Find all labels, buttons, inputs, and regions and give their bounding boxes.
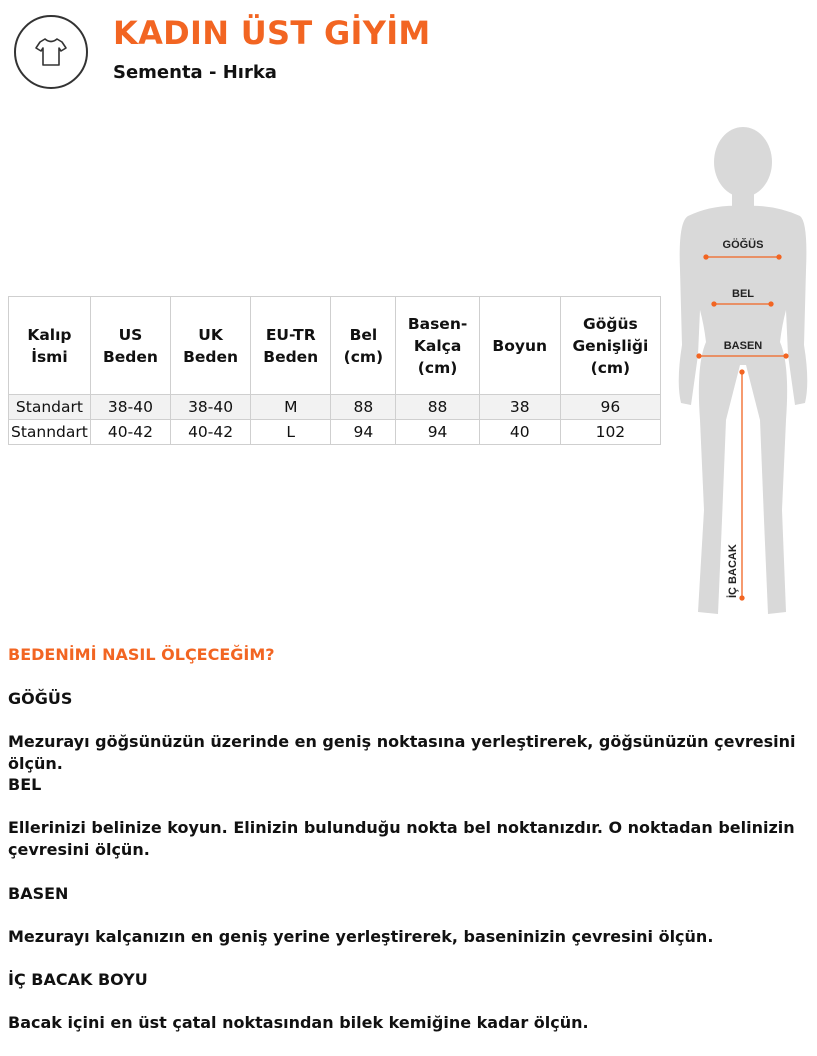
hip-section-text: Mezurayı kalçanızın en geniş yerine yerleştirerek, baseninizin çevresini ölçün. (8, 927, 714, 946)
inseam-section-text: Bacak içini en üst çatal noktasından bilek kemiğine kadar ölçün. (8, 1013, 589, 1032)
table-cell: 40-42 (90, 420, 170, 445)
chest-section-text: Mezurayı göğsünüzün üzerinde en geniş noktasına yerleştirerek, göğsünüzün çevresini ölçün. (8, 732, 796, 773)
table-header-row (9, 297, 661, 395)
table-row (9, 395, 661, 420)
table-cell: Standart (9, 395, 91, 420)
header-cell-hip: Basen- Kalça (cm) (396, 297, 479, 395)
table-cell: 88 (396, 395, 479, 420)
how-to-measure-title: BEDENİMİ NASIL ÖLÇECEĞİM? (8, 645, 275, 664)
header-cell-neck: Boyun (479, 297, 560, 395)
table-cell: L (251, 420, 331, 445)
waist-label: BEL (732, 288, 754, 300)
table-cell: 38-40 (90, 395, 170, 420)
table-cell: M (251, 395, 331, 420)
table-cell: 96 (560, 395, 660, 420)
header-cell-uk: UK Beden (171, 297, 251, 395)
table-cell: 40-42 (171, 420, 251, 445)
table-cell: 88 (331, 395, 396, 420)
chest-section-title: GÖĞÜS (8, 689, 73, 708)
table-cell: Stanndart (9, 420, 91, 445)
inseam-label: İÇ BACAK (727, 544, 739, 598)
table-cell: 102 (560, 420, 660, 445)
waist-section-text: Ellerinizi belinize koyun. Elinizin bulunduğu nokta bel noktanızdır. O noktadan belinizin çevresini ölçün. (8, 818, 795, 859)
product-name: Sementa - Hırka (113, 62, 277, 83)
size-table (8, 296, 661, 445)
hip-section-title: BASEN (8, 884, 69, 903)
table-cell: 94 (331, 420, 396, 445)
hip-label: BASEN (723, 340, 763, 352)
table-row (9, 420, 661, 445)
header-cell-waist: Bel (cm) (331, 297, 396, 395)
table-cell: 40 (479, 420, 560, 445)
table-cell: 94 (396, 420, 479, 445)
chest-label: GÖĞÜS (722, 239, 764, 251)
category-title: KADIN ÜST GİYİM (113, 14, 431, 52)
table-cell: 38-40 (171, 395, 251, 420)
body-measurement-figure (668, 120, 817, 620)
table-cell: 38 (479, 395, 560, 420)
header-cell-us: US Beden (90, 297, 170, 395)
header-cell-fit: Kalıp İsmi (9, 297, 91, 395)
header-cell-chest-width: Göğüs Genişliği (cm) (560, 297, 660, 395)
inseam-section-title: İÇ BACAK BOYU (8, 970, 148, 989)
waist-section-title: BEL (8, 775, 42, 794)
header-cell-eu-tr: EU-TR Beden (251, 297, 331, 395)
tshirt-icon (14, 15, 88, 89)
